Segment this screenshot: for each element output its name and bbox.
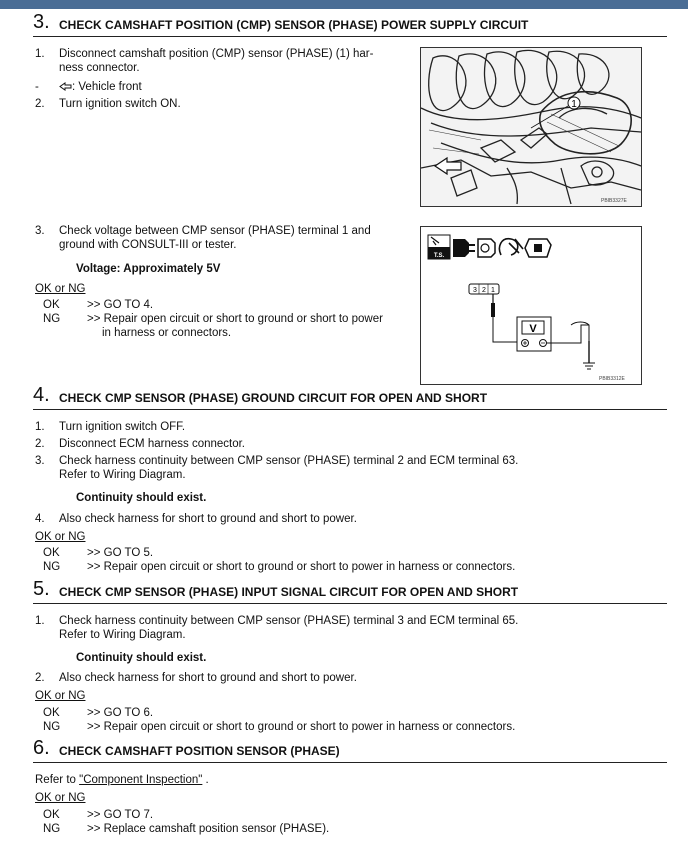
vehicle-front-legend	[59, 80, 142, 94]
step4-number: 4.	[33, 384, 50, 406]
step4-ng-action: >> Repair open circuit or short to ground or short to power in harness or connectors.	[87, 561, 516, 573]
step3-ng-action-line1: >> Repair open circuit or short to ground or short to power	[87, 313, 383, 325]
step6-title: CHECK CAMSHAFT POSITION SENSOR (PHASE)	[59, 744, 340, 758]
step5-heading	[33, 578, 667, 604]
step3-ng-action-line2: in harness or connectors.	[102, 327, 232, 339]
step6-ok-label: OK	[43, 809, 60, 821]
front-arrow-icon	[59, 82, 72, 91]
harness-icon	[499, 239, 523, 255]
connector-plug-icon	[453, 239, 469, 257]
step4-ok-label: OK	[43, 547, 60, 559]
step3-title: CHECK CAMSHAFT POSITION (CMP) SENSOR (PHASE) POWER SUPPLY CIRCUIT	[59, 18, 529, 32]
step5-item2-number: 2.	[35, 672, 45, 684]
step3-spec: Voltage: Approximately 5V	[76, 263, 221, 275]
ground-symbol-icon	[583, 363, 595, 369]
step4-item2-text: Disconnect ECM harness connector.	[59, 438, 246, 450]
step4-item3-line1: Check harness continuity between CMP sensor (PHASE) terminal 2 and ECM terminal 63.	[59, 455, 519, 467]
step3-number: 3.	[33, 11, 50, 33]
step3-ng-label: NG	[43, 313, 61, 325]
step3-ok-label: OK	[43, 299, 60, 311]
step5-number: 5.	[33, 578, 50, 600]
step4-item2-number: 2.	[35, 438, 45, 450]
step6-number: 6.	[33, 737, 50, 759]
step6-refer-suffix: .	[202, 774, 209, 786]
step3-ok-action: >> GO TO 4.	[87, 299, 154, 311]
step5-item1-number: 1.	[35, 615, 45, 627]
step4-ng-label: NG	[43, 561, 61, 573]
connector-terminal-1: 1	[491, 287, 495, 294]
voltage-test-drawing	[421, 227, 641, 384]
ignition-on-icon	[428, 235, 450, 259]
fig1-code: PBIB3327E	[601, 198, 627, 204]
connector-terminal-2: 2	[482, 287, 486, 294]
step6-ok-action: >> GO TO 7.	[87, 809, 154, 821]
step3-ok-ng: OK or NG	[35, 283, 86, 295]
fig1-callout: 1	[571, 99, 577, 110]
component-inspection-link[interactable]: "Component Inspection"	[79, 774, 203, 786]
connector-terminal-3: 3	[473, 287, 477, 294]
step6-ng-label: NG	[43, 823, 61, 835]
engine-drawing	[421, 48, 641, 206]
step6-refer-prefix: Refer to	[35, 774, 80, 786]
step5-item2-text: Also check harness for short to ground and short to power.	[59, 672, 357, 684]
step4-heading	[33, 384, 667, 410]
step5-ok-ng: OK or NG	[35, 690, 86, 702]
step6-ng-action: >> Replace camshaft position sensor (PHASE).	[87, 823, 330, 835]
top-bar	[0, 0, 688, 9]
meter-label: V	[529, 323, 537, 335]
step4-spec: Continuity should exist.	[76, 492, 207, 504]
step5-ok-action: >> GO TO 6.	[87, 707, 154, 719]
step4-item4-text: Also check harness for short to ground and short to power.	[59, 513, 357, 525]
ts-label: T.S.	[433, 253, 445, 259]
step3-heading	[33, 11, 667, 37]
step4-item1-text: Turn ignition switch OFF.	[59, 421, 186, 433]
step3-item2-number: 2.	[35, 98, 45, 110]
step3-item3-line1: Check voltage between CMP sensor (PHASE) terminal 1 and	[59, 225, 371, 237]
step4-ok-ng: OK or NG	[35, 531, 86, 543]
step3-dash: -	[35, 81, 39, 93]
step5-item1-line2: Refer to Wiring Diagram.	[59, 629, 186, 641]
step3-item1-number: 1.	[35, 48, 45, 60]
step5-ng-label: NG	[43, 721, 61, 733]
step5-ok-label: OK	[43, 707, 60, 719]
step5-ng-action: >> Repair open circuit or short to ground or short to power in harness or connectors.	[87, 721, 516, 733]
step4-item3-number: 3.	[35, 455, 45, 467]
step3-item3-line2: ground with CONSULT-III or tester.	[59, 239, 237, 251]
step5-item1-line1: Check harness continuity between CMP sensor (PHASE) terminal 3 and ECM terminal 65.	[59, 615, 519, 627]
step4-ok-action: >> GO TO 5.	[87, 547, 154, 559]
engine-illustration	[420, 47, 642, 207]
step6-refer	[35, 773, 209, 787]
voltage-test-diagram	[420, 226, 642, 385]
step5-title: CHECK CMP SENSOR (PHASE) INPUT SIGNAL CIRCUIT FOR OPEN AND SHORT	[59, 585, 519, 599]
step6-ok-ng: OK or NG	[35, 792, 86, 804]
step3-item1-line1: Disconnect camshaft position (CMP) sensor (PHASE) (1) har-	[59, 48, 374, 60]
fig2-code: PBIB3312E	[599, 376, 625, 382]
step3-item3-number: 3.	[35, 225, 45, 237]
step3-item1-line2: ness connector.	[59, 62, 140, 74]
step3-item2-text: Turn ignition switch ON.	[59, 98, 181, 110]
step4-item1-number: 1.	[35, 421, 45, 433]
step6-heading	[33, 737, 667, 763]
step5-spec: Continuity should exist.	[76, 652, 207, 664]
vehicle-front-label: : Vehicle front	[72, 81, 142, 93]
step4-title: CHECK CMP SENSOR (PHASE) GROUND CIRCUIT FOR OPEN AND SHORT	[59, 391, 488, 405]
step4-item3-line2: Refer to Wiring Diagram.	[59, 469, 186, 481]
step4-item4-number: 4.	[35, 513, 45, 525]
